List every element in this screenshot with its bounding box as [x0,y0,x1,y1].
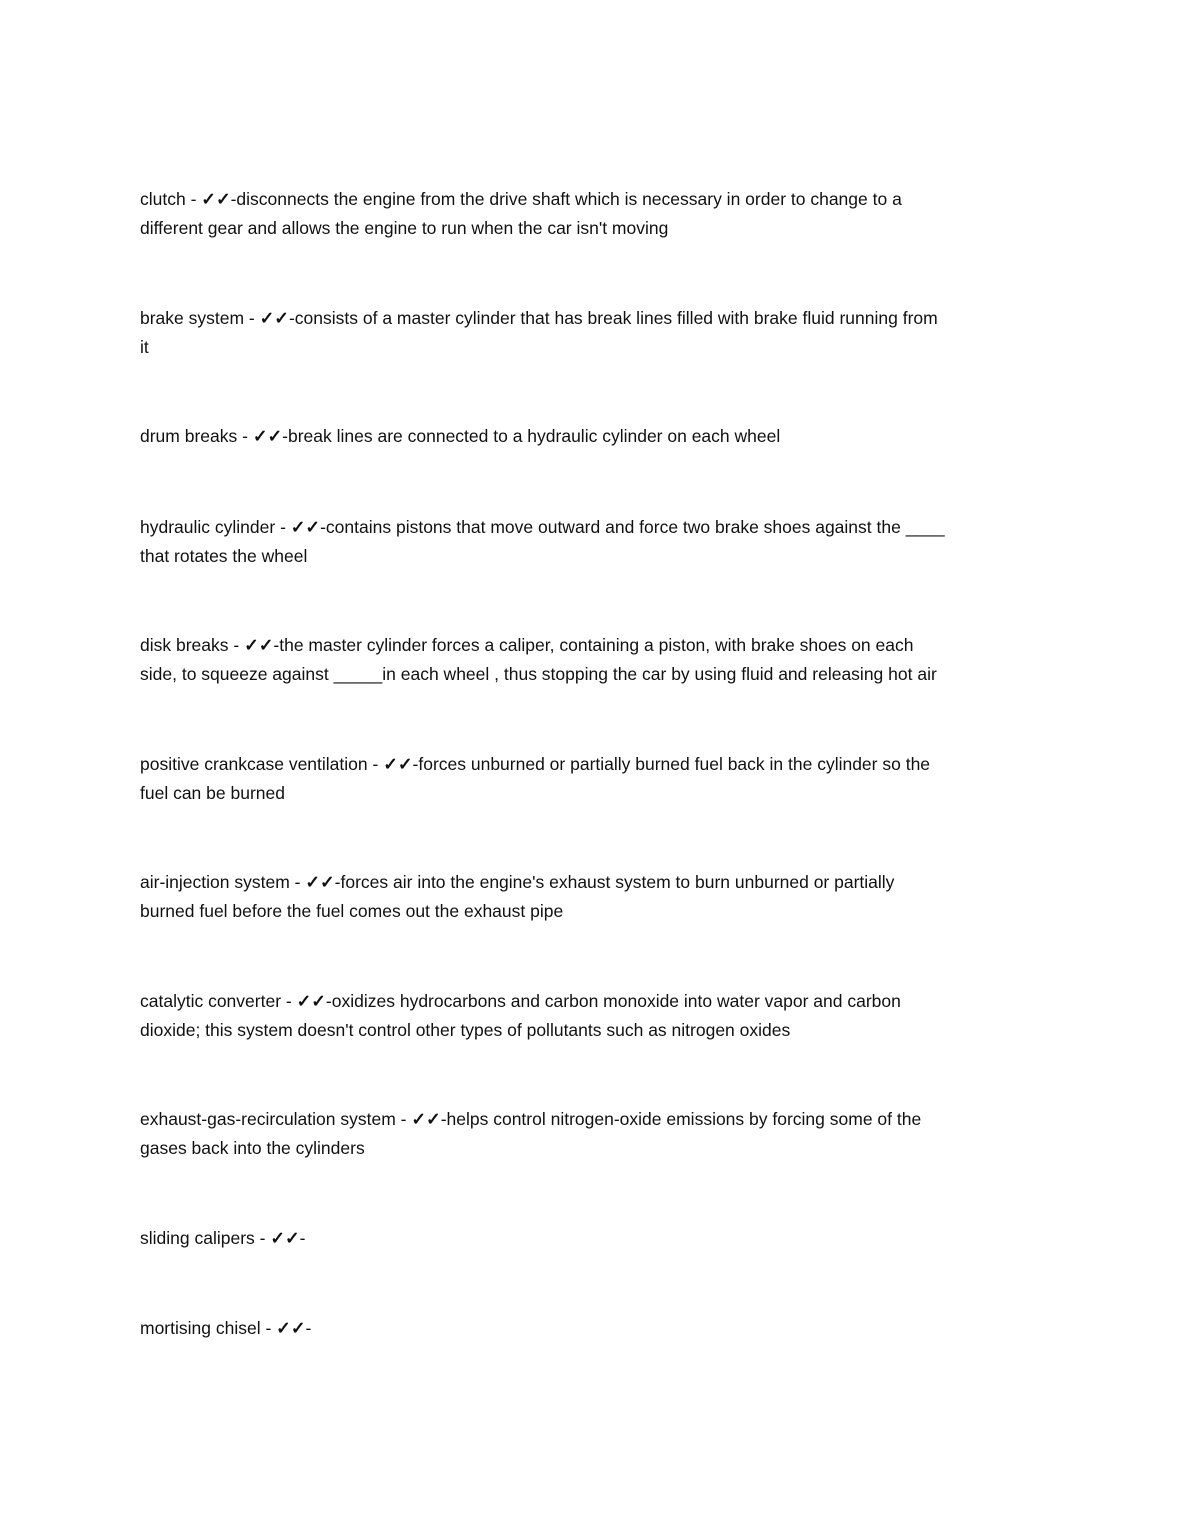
flashcard-entry [140,422,780,451]
entry-line: catalytic converter - ✓✓-oxidizes hydrocarbons and carbon monoxide into water vapor and carbon [140,991,901,1011]
entry-definition: -disconnects the engine from the drive shaft which is necessary in order to change to a [230,189,902,209]
entry-line: sliding calipers - ✓✓- [140,1228,306,1248]
entry-term: drum breaks [140,426,238,446]
entry-line: disk breaks - ✓✓-the master cylinder forces a caliper, containing a piston, with brake shoes on each [140,635,914,655]
entry-term: positive crankcase ventilation [140,754,368,774]
entry-definition-continued: fuel can be burned [140,782,285,803]
entry-definition-continued: it [140,336,149,357]
entry-line: mortising chisel - ✓✓- [140,1318,312,1338]
entry-term: clutch [140,189,186,209]
checkmark-icon: ✓✓ [270,1228,300,1248]
entry-line: positive crankcase ventilation - ✓✓-forces unburned or partially burned fuel back in the cylinder so the [140,754,931,774]
entry-definition: - [299,1228,306,1248]
checkmark-icon: ✓✓ [383,754,413,774]
flashcard-entry [140,1224,306,1253]
checkmark-icon: ✓✓ [296,991,326,1011]
flashcard-entry [140,750,930,807]
entry-term: disk breaks [140,635,229,655]
entry-definition-continued: dioxide; this system doesn't control other types of pollutants such as nitrogen oxides [140,1019,791,1040]
flashcard-entry [140,1105,921,1162]
entry-definition-continued: gases back into the cylinders [140,1137,365,1158]
entry-definition: -forces unburned or partially burned fuel back in the cylinder so the [412,754,931,774]
entry-definition-continued: side, to squeeze against _____in each wheel , thus stopping the car by using fluid and releasing hot air [140,663,937,684]
entry-term: mortising chisel [140,1318,261,1338]
entry-term: sliding calipers [140,1228,255,1248]
entry-line: drum breaks - ✓✓-break lines are connected to a hydraulic cylinder on each wheel [140,426,781,446]
entry-definition: -helps control nitrogen-oxide emissions by forcing some of the [440,1109,922,1129]
entry-term: brake system [140,308,245,328]
checkmark-icon: ✓✓ [252,426,283,446]
flashcard-entry [140,1314,311,1343]
entry-definition-continued: different gear and allows the engine to run when the car isn't moving [140,217,669,238]
entry-definition: -the master cylinder forces a caliper, containing a piston, with brake shoes on each [273,635,914,655]
checkmark-icon: ✓✓ [411,1109,441,1129]
checkmark-icon: ✓✓ [290,517,321,537]
checkmark-icon: ✓✓ [244,635,274,655]
entry-line: exhaust-gas-recirculation system - ✓✓-helps control nitrogen-oxide emissions by forcing some of the [140,1109,922,1129]
flashcard-entry [140,868,894,925]
entry-term: air-injection system [140,872,290,892]
entry-definition: -contains pistons that move outward and force two brake shoes against the ____ [320,517,945,537]
entry-definition: - [305,1318,312,1338]
entry-line: clutch - ✓✓-disconnects the engine from the drive shaft which is necessary in order to change to a [140,189,902,209]
flashcard-entry [140,513,945,570]
flashcard-entry [140,304,938,361]
entry-term: exhaust-gas-recirculation system [140,1109,396,1129]
entry-definition-continued: that rotates the wheel [140,545,308,566]
entry-definition: -oxidizes hydrocarbons and carbon monoxide into water vapor and carbon [325,991,901,1011]
entry-term: hydraulic cylinder [140,517,276,537]
checkmark-icon: ✓✓ [201,189,231,209]
entry-definition: -consists of a master cylinder that has break lines filled with brake fluid running from [288,308,938,328]
checkmark-icon: ✓✓ [259,308,289,328]
flashcard-entry [140,987,901,1044]
checkmark-icon: ✓✓ [305,872,335,892]
entry-definition: -break lines are connected to a hydraulic cylinder on each wheel [282,426,781,446]
flashcard-entry [140,631,937,688]
entry-definition-continued: burned fuel before the fuel comes out the exhaust pipe [140,900,564,921]
entry-line: brake system - ✓✓-consists of a master cylinder that has break lines filled with brake fluid running from [140,308,938,328]
entry-line: hydraulic cylinder - ✓✓-contains pistons that move outward and force two brake shoes against the ____ [140,517,945,537]
entry-definition: -forces air into the engine's exhaust system to burn unburned or partially [334,872,895,892]
entry-line: air-injection system - ✓✓-forces air into the engine's exhaust system to burn unburned or partially [140,872,895,892]
flashcard-entry [140,185,902,242]
entry-term: catalytic converter [140,991,282,1011]
checkmark-icon: ✓✓ [276,1318,306,1338]
